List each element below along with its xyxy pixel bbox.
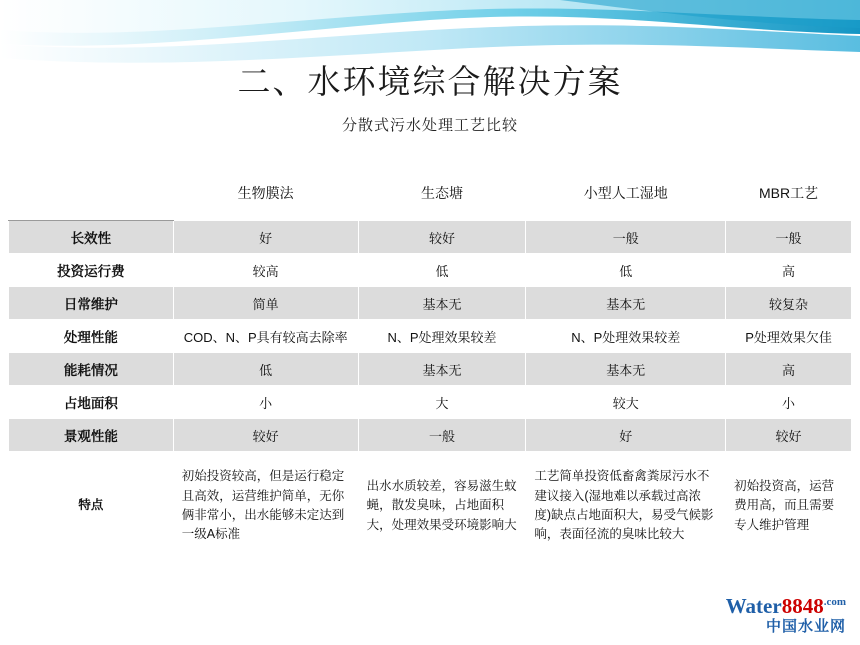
table-header-cell-1: 生物膜法: [173, 166, 358, 221]
table-cell: 较好: [726, 419, 852, 452]
table-cell: 工艺简单投资低畜禽粪尿污水不建议接入(湿地难以承载过高浓度)缺点占地面积大，易受气候影响，表面径流的臭味比较大: [526, 452, 726, 561]
row-label: 特点: [9, 452, 174, 561]
row-label: 能耗情况: [9, 353, 174, 386]
table-cell: N、P处理效果较差: [526, 320, 726, 353]
watermark-cn-label: 中国水业网: [765, 617, 846, 635]
watermark: [726, 594, 846, 635]
row-label: 日常维护: [9, 287, 174, 320]
table-header-row: [9, 166, 852, 221]
table-cell: 一般: [526, 221, 726, 254]
table-row: [9, 221, 852, 254]
table-row: [9, 452, 852, 561]
table-cell: 一般: [726, 221, 852, 254]
table-cell: 好: [526, 419, 726, 452]
table-row: [9, 419, 852, 452]
table-row: [9, 320, 852, 353]
watermark-brand: Water: [725, 593, 782, 618]
table-cell: 基本无: [526, 287, 726, 320]
table-cell: 一般: [358, 419, 526, 452]
table-header-cell-4: MBR工艺: [726, 166, 852, 221]
table-cell: 初始投资较高，但是运行稳定且高效，运营维护简单，无你俩非常小，出水能够未定达到一级A标准: [173, 452, 358, 561]
table-cell: 较好: [173, 419, 358, 452]
table-header-cell-blank: [9, 166, 174, 221]
table-header-cell-3: 小型人工湿地: [526, 166, 726, 221]
table-cell: 较高: [173, 254, 358, 287]
row-label: 占地面积: [9, 386, 174, 419]
table-cell: 较大: [526, 386, 726, 419]
table-cell: 初始投资高，运营费用高，而且需要专人维护管理: [726, 452, 852, 561]
table-cell: 高: [726, 254, 852, 287]
row-label: 长效性: [9, 221, 174, 254]
table-body: [9, 221, 852, 561]
row-label: 处理性能: [9, 320, 174, 353]
page-title: 二、水环境综合解决方案: [237, 63, 623, 100]
table-cell: 基本无: [358, 287, 526, 320]
table-cell: 基本无: [526, 353, 726, 386]
page-subtitle: 分散式污水处理工艺比较: [341, 116, 518, 134]
table-row: [9, 287, 852, 320]
table-cell: 小: [173, 386, 358, 419]
table-cell: 高: [726, 353, 852, 386]
table-cell: 小: [726, 386, 852, 419]
table-cell: 低: [173, 353, 358, 386]
watermark-number: 8848: [781, 593, 824, 618]
table-cell: 较复杂: [726, 287, 852, 320]
table-cell: N、P处理效果较差: [358, 320, 526, 353]
table-cell: 基本无: [358, 353, 526, 386]
table-cell: 大: [358, 386, 526, 419]
comparison-table: [8, 165, 852, 561]
row-label: 景观性能: [9, 419, 174, 452]
table-row: [9, 254, 852, 287]
title-block: [0, 62, 860, 135]
table-cell: 低: [358, 254, 526, 287]
table-cell: 简单: [173, 287, 358, 320]
table-cell: 较好: [358, 221, 526, 254]
watermark-suffix: .com: [823, 595, 846, 608]
table-cell: COD、N、P具有较高去除率: [173, 320, 358, 353]
table-row: [9, 386, 852, 419]
table-header-cell-2: 生态塘: [358, 166, 526, 221]
table-cell: 好: [173, 221, 358, 254]
table-cell: 出水水质较差，容易滋生蚊蝇，散发臭味，占地面积大，处理效果受环境影响大: [358, 452, 526, 561]
table-cell: 低: [526, 254, 726, 287]
table-row: [9, 353, 852, 386]
row-label: 投资运行费: [9, 254, 174, 287]
table-cell: P处理效果欠佳: [726, 320, 852, 353]
table-header: [9, 166, 852, 221]
watermark-brand-line: [726, 594, 846, 618]
